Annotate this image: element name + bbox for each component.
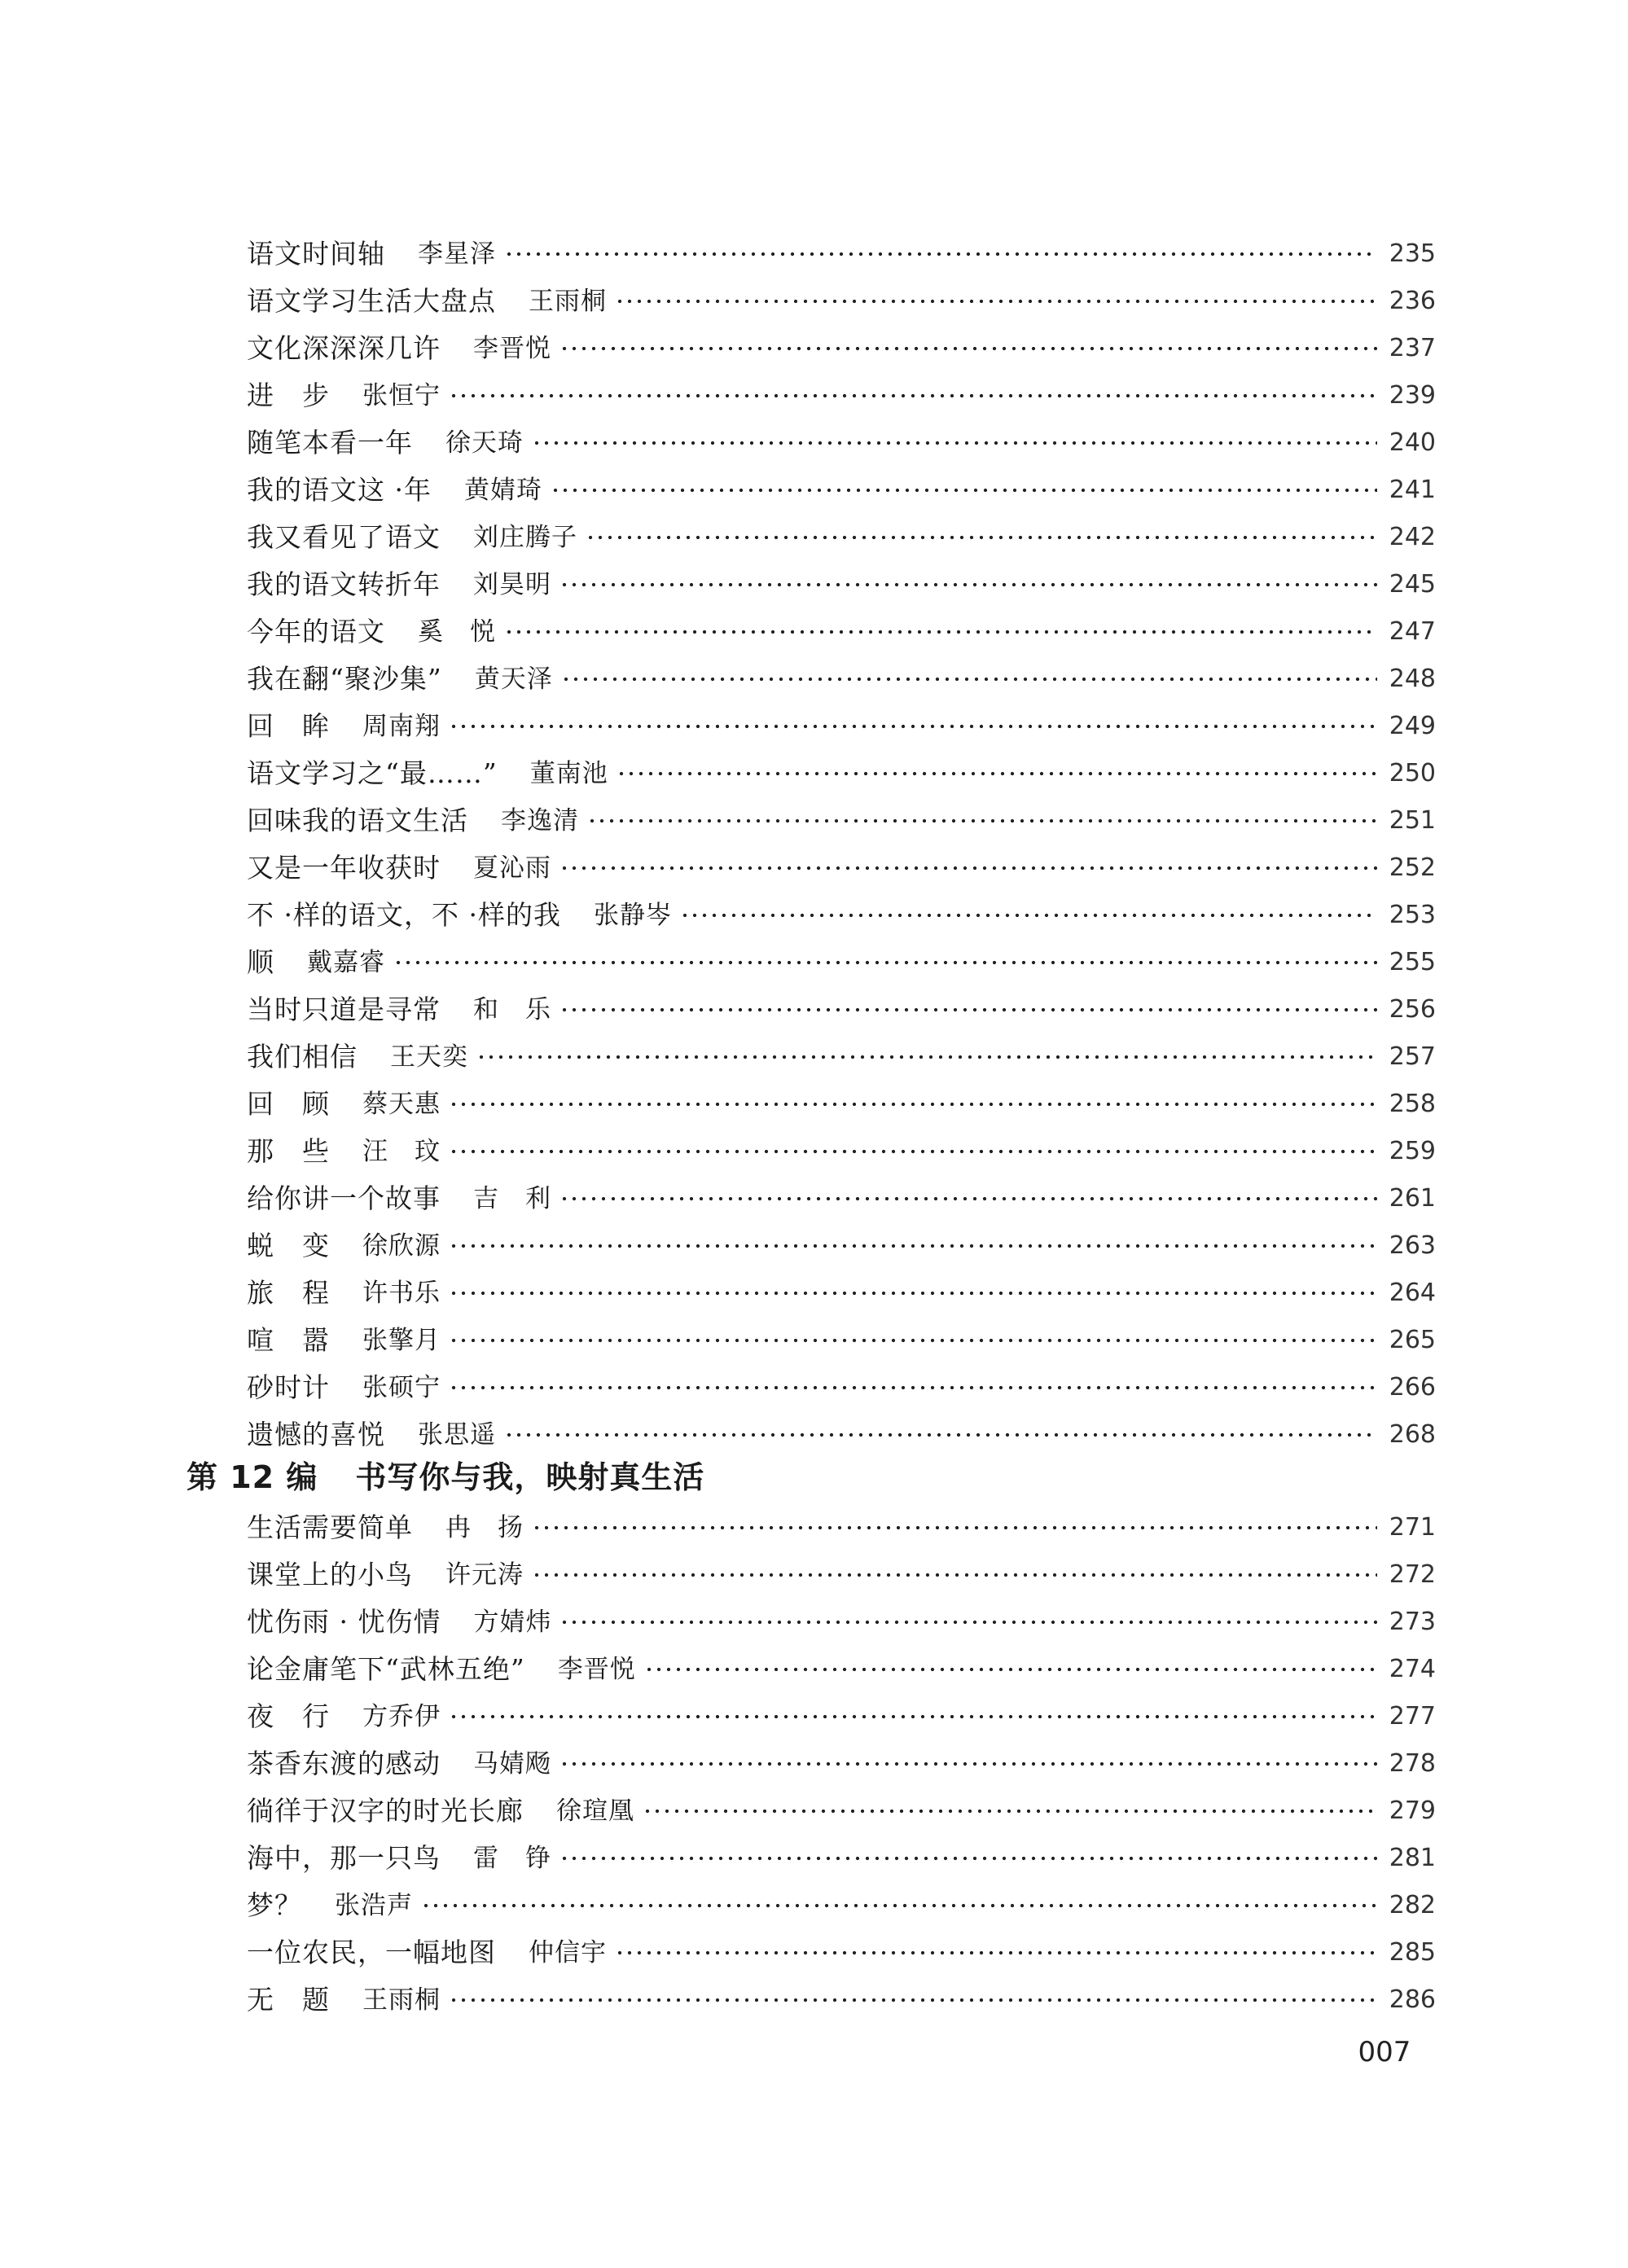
dot-leader	[449, 1147, 1377, 1156]
entry-author: 董南池	[529, 759, 608, 788]
entry-page-number: 253	[1389, 901, 1436, 929]
toc-entry[interactable]	[247, 1883, 1436, 1928]
dot-leader	[615, 1949, 1377, 1957]
entry-page-number: 279	[1389, 1796, 1436, 1825]
dot-leader	[551, 486, 1377, 494]
dot-leader	[449, 1242, 1377, 1250]
entry-author: 徐天琦	[445, 428, 524, 458]
toc-entry[interactable]	[247, 1176, 1436, 1222]
entry-author: 仲信宇	[529, 1938, 607, 1968]
entry-title: 不 ·样的语文，不 ·样的我	[247, 899, 561, 931]
entry-author: 徐瑄凰	[556, 1796, 634, 1826]
toc-entry[interactable]	[247, 704, 1436, 749]
entry-title: 文化深深深几许	[247, 332, 441, 364]
toc-entry[interactable]	[247, 798, 1436, 844]
entry-title: 回 顾	[247, 1088, 330, 1120]
entry-title: 又是一年收获时	[247, 852, 441, 884]
entry-page-number: 245	[1389, 570, 1436, 599]
entry-title: 我的语文这 ·年	[247, 474, 432, 506]
dot-leader	[393, 959, 1377, 967]
dot-leader	[561, 675, 1377, 683]
entry-author: 王雨桐	[362, 1985, 441, 2015]
toc-entry[interactable]	[247, 1505, 1436, 1551]
toc-entry[interactable]	[247, 845, 1436, 891]
dot-leader	[449, 1336, 1377, 1345]
dot-leader	[559, 1854, 1377, 1862]
dot-leader	[559, 1618, 1377, 1626]
entry-page-number: 281	[1389, 1844, 1436, 1872]
entry-page-number: 261	[1389, 1184, 1436, 1213]
entry-author: 徐欣源	[362, 1231, 441, 1261]
entry-author: 李逸清	[501, 806, 579, 836]
entry-title: 语文学习生活大盘点	[247, 285, 496, 317]
dot-leader	[449, 722, 1377, 730]
section-number: 第 12 编	[186, 1459, 318, 1495]
entry-page-number: 273	[1389, 1608, 1436, 1636]
toc-entry[interactable]	[247, 562, 1436, 608]
entry-author: 奚 悦	[418, 617, 496, 647]
toc-entry[interactable]	[247, 326, 1436, 371]
entry-page-number: 237	[1389, 334, 1436, 362]
toc-entry[interactable]	[247, 1741, 1436, 1787]
entry-title: 砂时计	[247, 1371, 330, 1403]
entry-page-number: 271	[1389, 1513, 1436, 1542]
entry-page-number: 286	[1389, 1985, 1436, 2014]
dot-leader	[680, 911, 1377, 919]
toc-entry[interactable]	[247, 515, 1436, 560]
entry-title: 忧伤雨 · 忧伤情	[247, 1606, 441, 1638]
entry-title: 回味我的语文生活	[247, 805, 468, 836]
toc-entry[interactable]	[247, 609, 1436, 655]
entry-author: 方婧炜	[473, 1608, 552, 1637]
toc-entry[interactable]	[247, 467, 1436, 513]
dot-leader	[449, 1996, 1377, 2004]
toc-entry[interactable]	[247, 1223, 1436, 1269]
toc-entry[interactable]	[247, 231, 1436, 277]
entry-page-number: 240	[1389, 428, 1436, 457]
entry-page-number: 274	[1389, 1655, 1436, 1683]
entry-title: 一位农民，一幅地图	[247, 1937, 496, 1968]
entry-title: 论金庸笔下“武林五绝”	[247, 1653, 525, 1685]
entry-author: 黄婧琦	[463, 476, 542, 505]
entry-page-number: 259	[1389, 1137, 1436, 1165]
entry-page-number: 272	[1389, 1560, 1436, 1589]
entry-author: 黄天泽	[474, 665, 553, 694]
section-title: 书写你与我，映射真生活	[355, 1459, 705, 1495]
toc-entry[interactable]	[247, 1365, 1436, 1410]
entry-author: 李晋悦	[473, 334, 551, 363]
entry-page-number: 248	[1389, 665, 1436, 693]
dot-leader	[421, 1902, 1377, 1910]
dot-leader	[617, 770, 1377, 778]
entry-author: 和 乐	[473, 995, 551, 1024]
toc-entry[interactable]	[247, 893, 1436, 938]
entry-author: 李晋悦	[557, 1655, 636, 1684]
entry-author: 张思遥	[418, 1420, 496, 1450]
entry-title: 今年的语文	[247, 616, 385, 647]
toc-entry[interactable]	[247, 420, 1436, 466]
entry-page-number: 236	[1389, 287, 1436, 315]
dot-leader	[532, 439, 1377, 447]
entry-author: 张恒宁	[362, 381, 441, 410]
entry-title: 徜徉于汉字的时光长廊	[247, 1795, 524, 1827]
entry-title: 当时只道是寻常	[247, 994, 441, 1025]
entry-author: 夏沁雨	[473, 853, 551, 883]
toc-entry[interactable]	[247, 1129, 1436, 1174]
dot-leader	[559, 581, 1377, 589]
entry-author: 方乔伊	[362, 1702, 441, 1731]
entry-page-number: 285	[1389, 1938, 1436, 1967]
entry-author: 李星泽	[418, 239, 496, 269]
entry-title: 给你讲一个故事	[247, 1182, 441, 1214]
entry-page-number: 282	[1389, 1891, 1436, 1919]
toc-entry[interactable]	[247, 1318, 1436, 1363]
entry-author: 冉 扬	[445, 1513, 524, 1542]
dot-leader	[504, 250, 1377, 258]
dot-leader	[559, 864, 1377, 872]
entry-title: 夜 行	[247, 1700, 330, 1732]
dot-leader	[476, 1053, 1377, 1061]
entry-page-number: 247	[1389, 617, 1436, 646]
entry-author: 戴嘉睿	[307, 948, 385, 977]
toc-entry[interactable]	[247, 1034, 1436, 1080]
dot-leader	[559, 1006, 1377, 1014]
entry-author: 吉 利	[473, 1184, 551, 1213]
dot-leader	[587, 817, 1377, 825]
toc-entry[interactable]	[247, 1694, 1436, 1739]
entry-page-number: 251	[1389, 806, 1436, 835]
entry-author: 刘庄腾子	[473, 523, 577, 552]
entry-page-number: 263	[1389, 1231, 1436, 1260]
entry-page-number: 266	[1389, 1373, 1436, 1402]
toc-entry[interactable]	[247, 1836, 1436, 1881]
entry-author: 马婧飏	[473, 1749, 551, 1779]
entry-title: 旅 程	[247, 1277, 330, 1309]
entry-title: 进 步	[247, 379, 330, 411]
entry-author: 张擎月	[362, 1326, 441, 1355]
dot-leader	[449, 392, 1377, 400]
entry-author: 雷 铮	[473, 1844, 551, 1873]
entry-title: 我的语文转折年	[247, 568, 441, 600]
section-heading[interactable]	[186, 1450, 704, 1498]
entry-title: 蜕 变	[247, 1230, 330, 1261]
entry-title: 喧 嚣	[247, 1324, 330, 1356]
toc-entry[interactable]	[247, 940, 1436, 985]
entry-page-number: 264	[1389, 1279, 1436, 1307]
entry-title: 遗憾的喜悦	[247, 1419, 385, 1450]
entry-title: 语文时间轴	[247, 238, 385, 270]
toc-entry[interactable]	[247, 1788, 1436, 1834]
toc-entry[interactable]	[247, 1081, 1436, 1127]
entry-page-number: 235	[1389, 239, 1436, 268]
entry-author: 周南翔	[362, 712, 441, 741]
page-folio-number: 007	[1358, 2036, 1411, 2068]
entry-title: 茶香东渡的感动	[247, 1748, 441, 1779]
entry-page-number: 268	[1389, 1420, 1436, 1449]
dot-leader	[449, 1713, 1377, 1721]
entry-page-number: 277	[1389, 1702, 1436, 1731]
entry-title: 顺	[247, 946, 274, 978]
entry-page-number: 252	[1389, 853, 1436, 882]
entry-page-number: 250	[1389, 759, 1436, 787]
entry-page-number: 239	[1389, 381, 1436, 410]
entry-author: 张硕宁	[362, 1373, 441, 1402]
toc-entry[interactable]	[247, 987, 1436, 1033]
toc-entry[interactable]	[247, 279, 1436, 324]
entry-page-number: 242	[1389, 523, 1436, 551]
entry-page-number: 278	[1389, 1749, 1436, 1778]
dot-leader	[586, 533, 1377, 542]
entry-page-number: 257	[1389, 1042, 1436, 1071]
entry-title: 回 眸	[247, 710, 330, 742]
entry-title: 我在翻“聚沙集”	[247, 663, 442, 695]
entry-page-number: 255	[1389, 948, 1436, 976]
entry-page-number: 249	[1389, 712, 1436, 740]
toc-entry[interactable]	[247, 1552, 1436, 1598]
dot-leader	[559, 344, 1377, 353]
entry-author: 张静岑	[593, 901, 672, 930]
toc-entry[interactable]	[247, 1270, 1436, 1316]
entry-title: 无 题	[247, 1984, 330, 2016]
dot-leader	[532, 1571, 1377, 1579]
entry-author: 汪 玟	[362, 1137, 441, 1166]
toc-entry[interactable]	[247, 1977, 1436, 2023]
entry-page-number: 256	[1389, 995, 1436, 1024]
entry-title: 课堂上的小鸟	[247, 1559, 413, 1590]
entry-author: 许元涛	[445, 1560, 524, 1590]
entry-title: 海中，那一只鸟	[247, 1842, 441, 1874]
dot-leader	[532, 1524, 1377, 1532]
entry-title: 梦？	[247, 1889, 302, 1921]
entry-title: 语文学习之“最……”	[247, 757, 498, 789]
dot-leader	[615, 297, 1377, 305]
entry-author: 刘昊明	[473, 570, 551, 599]
toc-entry[interactable]	[247, 1599, 1436, 1645]
entry-title: 我们相信	[247, 1041, 358, 1073]
dot-leader	[504, 1431, 1377, 1439]
entry-page-number: 241	[1389, 476, 1436, 504]
toc-entry[interactable]	[247, 751, 1436, 796]
dot-leader	[559, 1195, 1377, 1203]
entry-page-number: 265	[1389, 1326, 1436, 1354]
entry-author: 许书乐	[362, 1279, 441, 1308]
dot-leader	[504, 628, 1377, 636]
entry-author: 王天奕	[390, 1042, 468, 1072]
entry-title: 生活需要简单	[247, 1511, 413, 1543]
entry-title: 随笔本看一年	[247, 427, 413, 458]
dot-leader	[559, 1760, 1377, 1768]
dot-leader	[449, 1100, 1377, 1108]
toc-entry[interactable]	[247, 1930, 1436, 1976]
dot-leader	[449, 1289, 1377, 1297]
entry-page-number: 258	[1389, 1090, 1436, 1118]
entry-title: 那 些	[247, 1135, 330, 1167]
toc-entry[interactable]	[247, 373, 1436, 419]
entry-title: 我又看见了语文	[247, 521, 441, 553]
dot-leader	[449, 1384, 1377, 1392]
entry-author: 蔡天惠	[362, 1090, 441, 1119]
dot-leader	[644, 1665, 1377, 1674]
entry-author: 王雨桐	[529, 287, 607, 316]
toc-entry[interactable]	[247, 656, 1436, 702]
toc-entry[interactable]	[247, 1647, 1436, 1692]
entry-author: 张浩声	[335, 1891, 413, 1920]
dot-leader	[643, 1807, 1377, 1815]
